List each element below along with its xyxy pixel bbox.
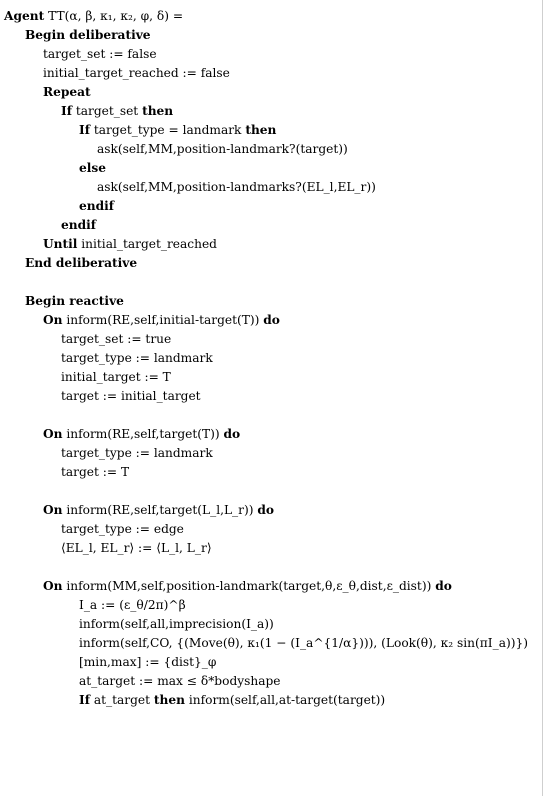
statement-text: inform(RE,self,target(L_l,L_r)) — [62, 503, 258, 517]
code-line-target-set-false — [43, 45, 157, 64]
keyword: On — [43, 503, 63, 517]
code-line-end-deliberative — [25, 254, 137, 273]
keyword: Begin reactive — [25, 294, 124, 308]
statement-text: target_type := edge — [61, 522, 184, 536]
statement-text: inform(self,all,at-target(target)) — [184, 693, 386, 707]
code-line-begin-deliberative — [25, 26, 151, 45]
keyword: On — [43, 579, 63, 593]
statement-text: inform(MM,self,position-landmark(target,θ,ε_θ,dist,ε_dist)) — [62, 579, 436, 593]
code-line-header — [4, 7, 183, 26]
code-line-target-assign-initial — [61, 387, 201, 406]
code-line-if-target-type — [79, 121, 276, 140]
keyword: endif — [79, 199, 115, 213]
code-line-else — [79, 159, 106, 178]
code-line-ask-landmark — [97, 140, 348, 159]
code-line-edge-assign — [61, 539, 212, 558]
statement-text: [min,max] := {dist}_φ — [79, 655, 217, 669]
code-line-target-set-true — [61, 330, 171, 349]
code-line-endif-inner — [79, 197, 114, 216]
code-line-until — [43, 235, 217, 254]
statement-text: target_set := false — [43, 47, 157, 61]
code-line-minmax-assign — [79, 653, 216, 672]
statement-text: target := initial_target — [61, 389, 201, 403]
code-line-on-position-landmark — [43, 577, 452, 596]
keyword: do — [263, 313, 280, 327]
statement-text: inform(RE,self,initial-target(T)) — [62, 313, 264, 327]
statement-text: target_set := true — [61, 332, 172, 346]
statement-text: inform(RE,self,target(T)) — [62, 427, 224, 441]
code-line-repeat — [43, 83, 91, 102]
keyword: Begin deliberative — [25, 28, 151, 42]
statement-text: initial_target_reached := false — [43, 66, 230, 80]
keyword: If — [79, 123, 90, 137]
statement-text: initial_target := T — [61, 370, 171, 384]
statement-text: I_a := (ε_θ/2π)^β — [79, 598, 186, 612]
keyword: else — [79, 161, 106, 175]
keyword: Agent — [4, 9, 45, 23]
keyword: If — [79, 693, 90, 707]
statement-text: TT(α, β, κ₁, κ₂, φ, δ) = — [44, 9, 184, 23]
keyword: Until — [43, 237, 78, 251]
keyword: do — [435, 579, 452, 593]
statement-text: initial_target_reached — [77, 237, 217, 251]
code-line-target-type-landmark-2 — [61, 444, 213, 463]
statement-text: inform(self,CO, {(Move(θ), κ₁(1 − (I_a^{1/α}))), (Look(θ), κ₂ sin(πI_a))}) — [79, 636, 528, 650]
keyword: then — [245, 123, 277, 137]
code-line-if-at-target — [79, 691, 385, 710]
code-line-ask-landmarks — [97, 178, 376, 197]
keyword: then — [142, 104, 174, 118]
statement-text: target_type := landmark — [61, 351, 213, 365]
code-line-if-target-set — [61, 102, 173, 121]
keyword: End deliberative — [25, 256, 138, 270]
code-line-on-target — [43, 425, 240, 444]
keyword: then — [153, 693, 185, 707]
keyword: If — [61, 104, 72, 118]
statement-text: target := T — [61, 465, 130, 479]
statement-text: ⟨EL_l, EL_r⟩ := ⟨L_l, L_r⟩ — [61, 541, 212, 555]
code-line-target-assign-T — [61, 463, 129, 482]
code-line-initial-target-reached-false — [43, 64, 230, 83]
statement-text: at_target := max ≤ δ*bodyshape — [79, 674, 281, 688]
statement-text: inform(self,all,imprecision(I_a)) — [79, 617, 274, 631]
code-line-target-type-landmark-1 — [61, 349, 213, 368]
statement-text: ask(self,MM,position-landmarks?(EL_l,EL_r)) — [97, 180, 376, 194]
code-line-initial-target-assign — [61, 368, 171, 387]
statement-text: target_type = landmark — [89, 123, 246, 137]
statement-text: at_target — [89, 693, 154, 707]
keyword: do — [223, 427, 241, 441]
keyword: endif — [61, 218, 97, 232]
code-line-inform-imprecision — [79, 615, 274, 634]
code-line-at-target-assign — [79, 672, 281, 691]
code-line-inform-co — [79, 634, 528, 653]
statement-text: ask(self,MM,position-landmark?(target)) — [97, 142, 348, 156]
keyword: On — [43, 427, 63, 441]
code-line-ia-assign — [79, 596, 186, 615]
keyword: do — [257, 503, 275, 517]
code-line-endif-outer — [61, 216, 96, 235]
code-line-begin-reactive — [25, 292, 124, 311]
statement-text: target_set — [71, 104, 143, 118]
code-line-on-target-lr — [43, 501, 274, 520]
keyword: Repeat — [43, 85, 91, 99]
keyword: On — [43, 313, 63, 327]
statement-text: target_type := landmark — [61, 446, 213, 460]
code-line-on-initial-target — [43, 311, 280, 330]
code-line-target-type-edge — [61, 520, 184, 539]
